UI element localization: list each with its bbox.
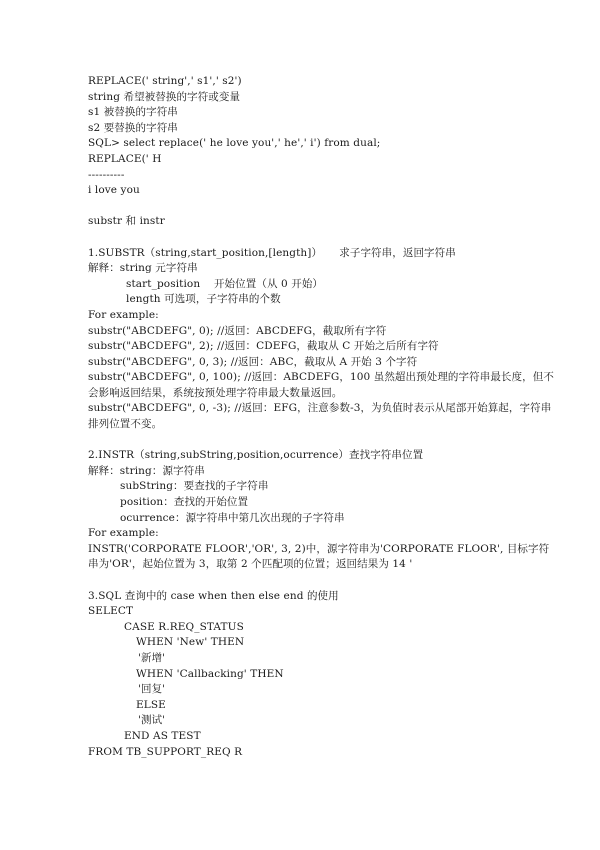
sql-line: '新增' (138, 651, 166, 664)
instr-for-example: For example: (88, 527, 159, 540)
substr-for-example: For example: (88, 308, 159, 321)
replace-result-divider: ---------- (88, 168, 125, 181)
replace-result-value: i love you (88, 184, 140, 197)
substr-example: substr("ABCDEFG", 0); //返回：ABCDEFG，截取所有字符 (88, 324, 387, 337)
spacer (88, 573, 558, 589)
spacer (88, 199, 558, 215)
replace-desc-s1: s1 被替换的字符串 (88, 106, 178, 119)
substr-example: substr("ABCDEFG", 0, -3); //返回：EFG，注意参数-3，为负值时表示从尾部开始算起，字符串排列位置不变。 (88, 402, 552, 431)
substr-example: substr("ABCDEFG", 0, 100); //返回：ABCDEFG，100 虽然超出预处理的字符串最长度，但不会影响返回结果，系统按预处理字符串最大数量返回。 (88, 371, 554, 399)
substr-example: substr("ABCDEFG", 0, 3); //返回：ABC，截取从 A 开始 3 个字符 (88, 355, 418, 368)
sql-line: FROM TB_SUPPORT_REQ R (88, 745, 243, 758)
sql-line: ELSE (136, 698, 166, 711)
replace-desc-s2: s2 要替换的字符串 (88, 121, 178, 134)
replace-sql-example: SQL> select replace(' he love you',' he',' i') from dual; (88, 137, 381, 150)
substr-start-position: start_position 开始位置（从 0 开始） (126, 277, 324, 290)
replace-syntax: REPLACE(' string',' s1',' s2') (88, 75, 242, 87)
substr-example: substr("ABCDEFG", 2); //返回：CDEFG，截取从 C 开始之后所有字符 (88, 340, 439, 353)
substr-heading: 1.SUBSTR（string,start_position,[length]） 求子字符串，返回字符串 (88, 246, 456, 259)
substr-explain: 解释：string 元字符串 (88, 262, 198, 275)
sql-line: '测试' (138, 714, 166, 727)
instr-substring: subString：要查找的子字符串 (120, 480, 269, 493)
sql-line: WHEN 'Callbacking' THEN (136, 667, 284, 680)
instr-ocurrence: ocurrence：源字符串中第几次出现的子字符串 (120, 511, 345, 524)
substr-instr-title: substr 和 instr (88, 215, 165, 228)
instr-position: position：查找的开始位置 (120, 496, 249, 509)
case-heading: 3.SQL 查询中的 case when then else end 的使用 (88, 589, 339, 602)
instr-heading: 2.INSTR（string,subString,position,ocurrence）查找字符串位置 (88, 449, 424, 462)
replace-result-header: REPLACE(' H (88, 152, 162, 165)
document-page (88, 74, 558, 760)
spacer (88, 230, 558, 246)
sql-line: WHEN 'New' THEN (136, 636, 245, 649)
replace-desc-string: string 希望被替换的字符或变量 (88, 90, 241, 103)
sql-line: '回复' (138, 683, 166, 696)
instr-example: INSTR('CORPORATE FLOOR','OR', 3, 2)中，源字符串为'CORPORATE FLOOR', 目标字符串为'OR'，起始位置为 3，取第 2 个匹配项的位置；返回结果为 14 ' (88, 542, 550, 571)
instr-explain: 解释：string：源字符串 (88, 464, 205, 477)
sql-line: SELECT (88, 605, 134, 618)
spacer (88, 433, 558, 449)
sql-line: END AS TEST (124, 729, 201, 742)
substr-length: length 可选项，子字符串的个数 (126, 293, 281, 306)
sql-line: CASE R.REQ_STATUS (124, 620, 244, 633)
